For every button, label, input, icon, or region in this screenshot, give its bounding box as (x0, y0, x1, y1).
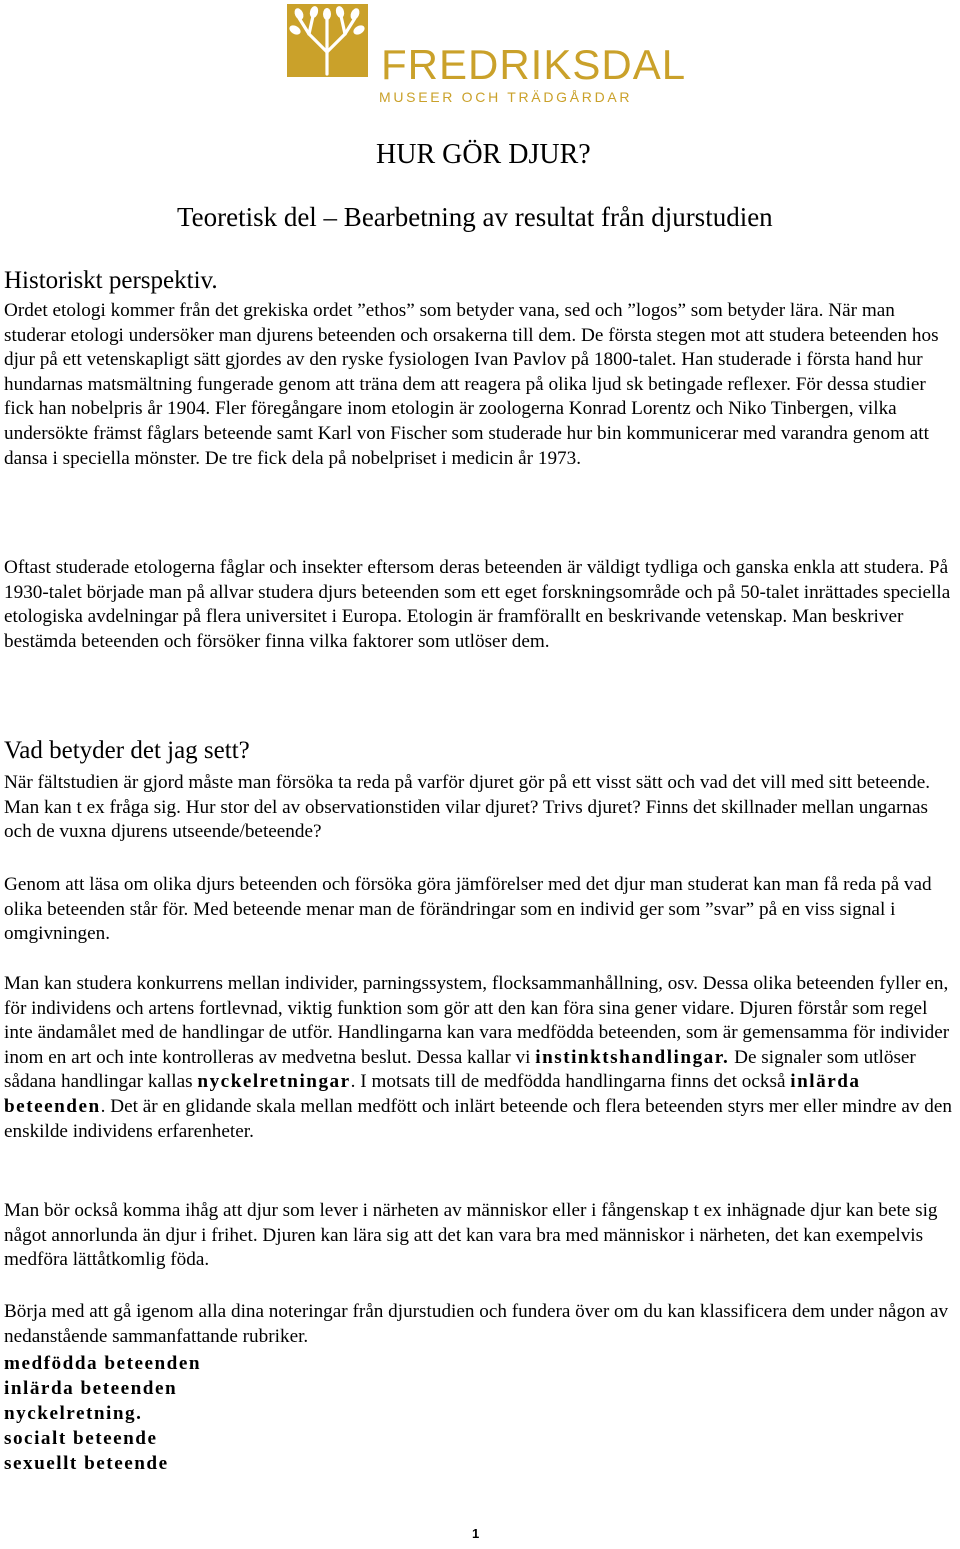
logo-tagline: MUSEER OCH TRÄDGÅRDAR (379, 89, 633, 105)
paragraph-meaning-5: Börja med att gå igenom alla dina noteringar från djurstudien och fundera över om du kan klassificera dem under någon av nedanstående sammanfattande rubriker. (4, 1301, 949, 1347)
list-item: inlärda beteenden (4, 1378, 178, 1399)
text-run: . I motsats till de medfödda handlingarna finns det också (350, 1071, 791, 1093)
page-title: HUR GÖR DJUR? (376, 139, 591, 170)
list-item: sexuellt beteende (4, 1453, 169, 1474)
term-inlarda-beteenden: inlärda beteenden (4, 1071, 861, 1117)
term-instinktshandlingar: instinktshandlingar. (535, 1046, 730, 1068)
paragraph-historical-2: Oftast studerade etologerna fåglar och insekter eftersom deras beteenden är väldigt tydliga och ganska enkla att studera. På 1930-talet började man på allvar studera djurs beteenden som ett eget forskningsområde och på 50-talet inrättades speciella etologiska avdelningar på flera universitet i Europa. Etologin är framförallt en beskrivande vetenskap. Man beskriver bestämda beteenden och försöker finna vilka faktorer som utlöser dem. (4, 557, 951, 652)
term-nyckelretningar: nyckelretningar (197, 1071, 351, 1093)
page-subtitle: Teoretisk del – Bearbetning av resultat från djurstudien (177, 202, 773, 232)
text-run: De signaler som utlöser sådana handlingar kallas (4, 1046, 916, 1093)
list-item: nyckelretning. (4, 1403, 143, 1424)
paragraph-historical-1: Ordet etologi kommer från det grekiska ordet ”ethos” som betyder vana, sed och ”logos” som betyder lära. När man studerar etologi undersöker man djurens beteenden och orsakerna till dem. De första stegen mot att studera beteenden hos djur på ett vetenskapligt sätt gjordes av den ryske fysiologen Ivan Pavlov på 1800-talet. Han studerade i första hand hur hundarnas matsmältning fungerade genom att träna dem att reagera på olika ljud sk betingade reflexer. För dessa studier fick han nobelpris år 1904. Fler föregångare inom etologin är zoologerna Konrad Lorentz och Niko Tinbergen, vilka undersökte främst fåglars beteende samt Karl von Fischer som studerade hur bin kommunicerar med varandra genom att dansa i speciella mönster. De tre fick dela på nobelpriset i medicin år 1973. (4, 300, 939, 469)
page-number: 1 (472, 1526, 480, 1541)
text-run: Man kan studera konkurrens mellan individer, parningssystem, flocksammanhållning, osv. Dessa olika beteenden fyller en, för individens och artens fortlevnad, viktig funktion som gör att den kan föra sina gener vidare. Djuren förstår som regel inte ändamålet med de handlingar de utför. Handlingarna kan vara medfödda beteenden, som är gemensamma för individer inom en art och inte kontrolleras av medvetna beslut. Dessa kallar vi (4, 973, 950, 1068)
tree-logo-icon (287, 4, 368, 77)
fredriksdal-logo (287, 4, 687, 106)
section-heading-historical: Historiskt perspektiv. (4, 267, 218, 294)
list-item: medfödda beteenden (4, 1353, 202, 1374)
paragraph-meaning-3 (4, 972, 959, 1144)
section-heading-meaning: Vad betyder det jag sett? (4, 737, 250, 764)
paragraph-meaning-2: Genom att läsa om olika djurs beteenden och försöka göra jämförelser med det djur man studerat kan man få reda på vad olika beteenden står för. Med beteende menar man de förändringar som en individ ger som ”svar” på en viss signal i omgivningen. (4, 874, 932, 945)
paragraph-meaning-1: När fältstudien är gjord måste man försöka ta reda på varför djuret gör på ett visst sätt och vad det vill med sitt beteende. Man kan t ex fråga sig. Hur stor del av observationstiden vilar djuret? Trivs djuret? Finns det skillnader mellan ungarnas och de vuxna djurens utseende/beteende? (4, 772, 931, 843)
paragraph-meaning-4: Man bör också komma ihåg att djur som lever i närheten av människor eller i fångenskap t ex inhägnade djur kan bete sig något annorlunda än djur i frihet. Djuren kan lära sig att det kan vara bra med människor i närheten, det kan exempelvis medföra lättåtkomlig föda. (4, 1200, 938, 1271)
list-item: socialt beteende (4, 1428, 158, 1449)
category-list (4, 1351, 201, 1476)
logo-name: FREDRIKSDAL (381, 41, 687, 88)
text-run: . Det är en glidande skala mellan medfött och inlärt beteende och flera beteenden styrs mer eller mindre av den enskilde individens erfarenheter. (4, 1095, 953, 1142)
